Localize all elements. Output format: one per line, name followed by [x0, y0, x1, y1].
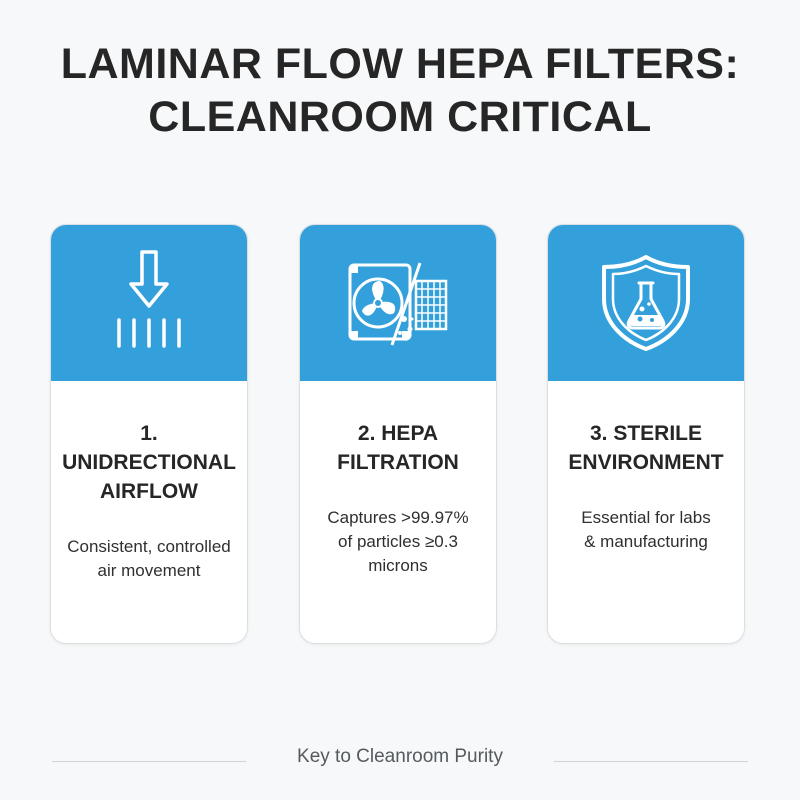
- footer-divider-right: [554, 761, 748, 762]
- footer: [0, 744, 800, 770]
- feature-card-title: 3. STERILE ENVIRONMENT: [568, 422, 724, 474]
- feature-card-filtration: [299, 224, 497, 644]
- page-title: [0, 38, 800, 144]
- fan-filter-icon: [346, 259, 450, 347]
- feature-card-description: Essential for labs & manufacturing: [581, 508, 711, 551]
- feature-card-title: 1. UNIDRECTIONAL AIRFLOW: [62, 422, 236, 503]
- feature-card-sterile: [547, 224, 745, 644]
- page-title-line-1: LAMINAR FLOW HEPA FILTERS:: [60, 40, 740, 88]
- feature-card-header: [51, 225, 247, 381]
- feature-card-title: 2. HEPA FILTRATION: [337, 422, 459, 474]
- feature-card-header: [548, 225, 744, 381]
- feature-card-header: [300, 225, 496, 381]
- footer-tagline: Key to Cleanroom Purity: [297, 746, 503, 767]
- feature-card-airflow: [50, 224, 248, 644]
- page-title-line-2: CLEANROOM CRITICAL: [148, 93, 652, 141]
- feature-card-description: Consistent, controlled air movement: [67, 537, 231, 580]
- shield-flask-icon: [598, 253, 694, 353]
- downward-airflow-icon: [109, 248, 189, 358]
- feature-card-description: Captures >99.97% of particles ≥0.3 microns: [327, 508, 469, 575]
